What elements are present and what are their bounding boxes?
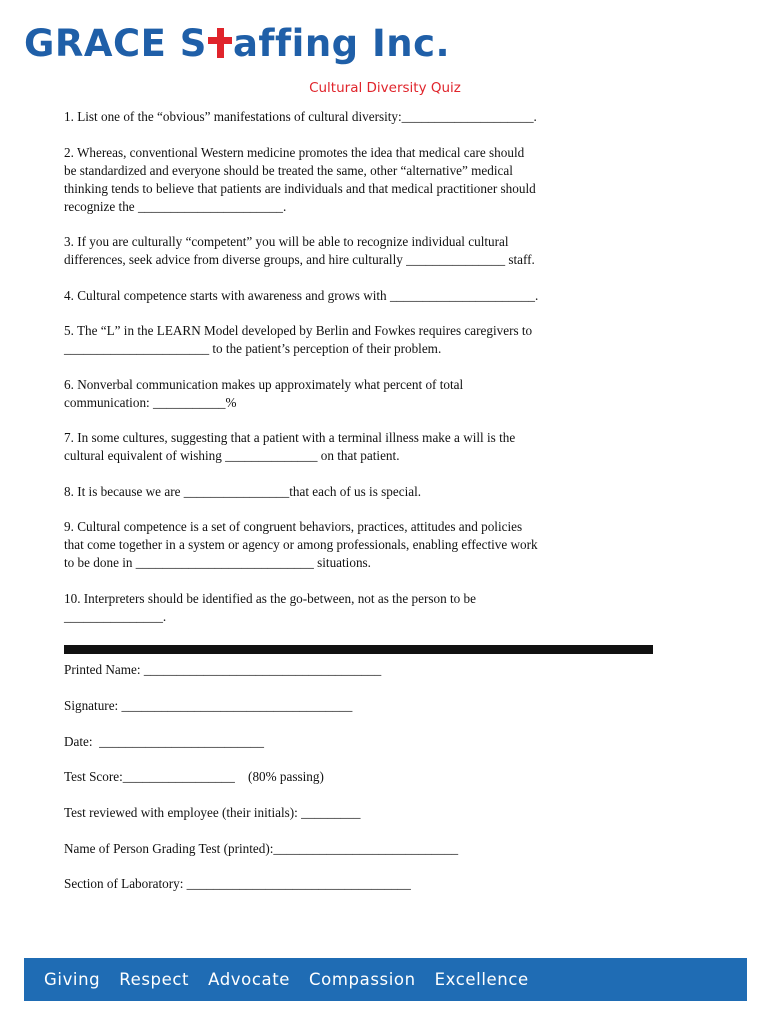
date-field[interactable]: Date: _________________________ bbox=[64, 734, 264, 749]
question-4: 4. Cultural competence starts with awareness and grows with ______________________. bbox=[64, 288, 539, 303]
question-10: 10. Interpreters should be identified as the go-between, not as the person to be _______________. bbox=[64, 591, 476, 624]
question-1: 1. List one of the “obvious” manifestations of cultural diversity:____________________. bbox=[64, 109, 537, 124]
company-logo bbox=[24, 18, 450, 70]
test-score-field[interactable]: Test Score:_________________ (80% passing) bbox=[64, 769, 324, 784]
logo-text-part1: GRACE S bbox=[24, 22, 207, 65]
question-3: 3. If you are culturally “competent” you will be able to recognize individual cultural differences, seek advice from diverse groups, and hire culturally _______________ staff. bbox=[64, 234, 535, 267]
question-5: 5. The “L” in the LEARN Model developed by Berlin and Fowkes requires caregivers to ______________________ to the patient’s perception of their problem. bbox=[64, 323, 533, 356]
section-divider bbox=[64, 645, 653, 654]
question-9: 9. Cultural competence is a set of congruent behaviors, practices, attitudes and policies that come together in a system or agency or among professionals, enabling effective work to be done in ___________________________ situations. bbox=[64, 519, 538, 570]
quiz-title: Cultural Diversity Quiz bbox=[309, 80, 461, 96]
logo-text-part2: affing Inc. bbox=[232, 22, 451, 65]
red-cross-icon bbox=[208, 28, 232, 58]
question-8: 8. It is because we are ________________that each of us is special. bbox=[64, 484, 422, 499]
footer-value-respect: Respect bbox=[119, 970, 190, 989]
question-2: 2. Whereas, conventional Western medicine promotes the idea that medical care should be standardized and everyone should be treated the same, other “alternative” medical thinking tends to believe that patients are individuals and that medical practitioner should recognize the ______________________. bbox=[64, 145, 536, 214]
footer-value-excellence: Excellence bbox=[434, 970, 529, 989]
printed-name-field[interactable]: Printed Name: ____________________________________ bbox=[64, 662, 382, 677]
footer-value-giving: Giving bbox=[44, 970, 101, 989]
footer-value-compassion: Compassion bbox=[309, 970, 416, 989]
footer-value-advocate: Advocate bbox=[208, 970, 291, 989]
laboratory-section-field[interactable]: Section of Laboratory: __________________________________ bbox=[64, 876, 411, 891]
employee-initials-field[interactable]: Test reviewed with employee (their initials): _________ bbox=[64, 805, 361, 820]
question-7: 7. In some cultures, suggesting that a patient with a terminal illness make a will is the cultural equivalent of wishing ______________ on that patient. bbox=[64, 430, 516, 463]
grader-name-field[interactable]: Name of Person Grading Test (printed):____________________________ bbox=[64, 841, 459, 856]
values-footer-banner bbox=[24, 958, 747, 1001]
question-6: 6. Nonverbal communication makes up approximately what percent of total communication: ___________% bbox=[64, 377, 464, 410]
signature-field[interactable]: Signature: ___________________________________ bbox=[64, 698, 353, 713]
